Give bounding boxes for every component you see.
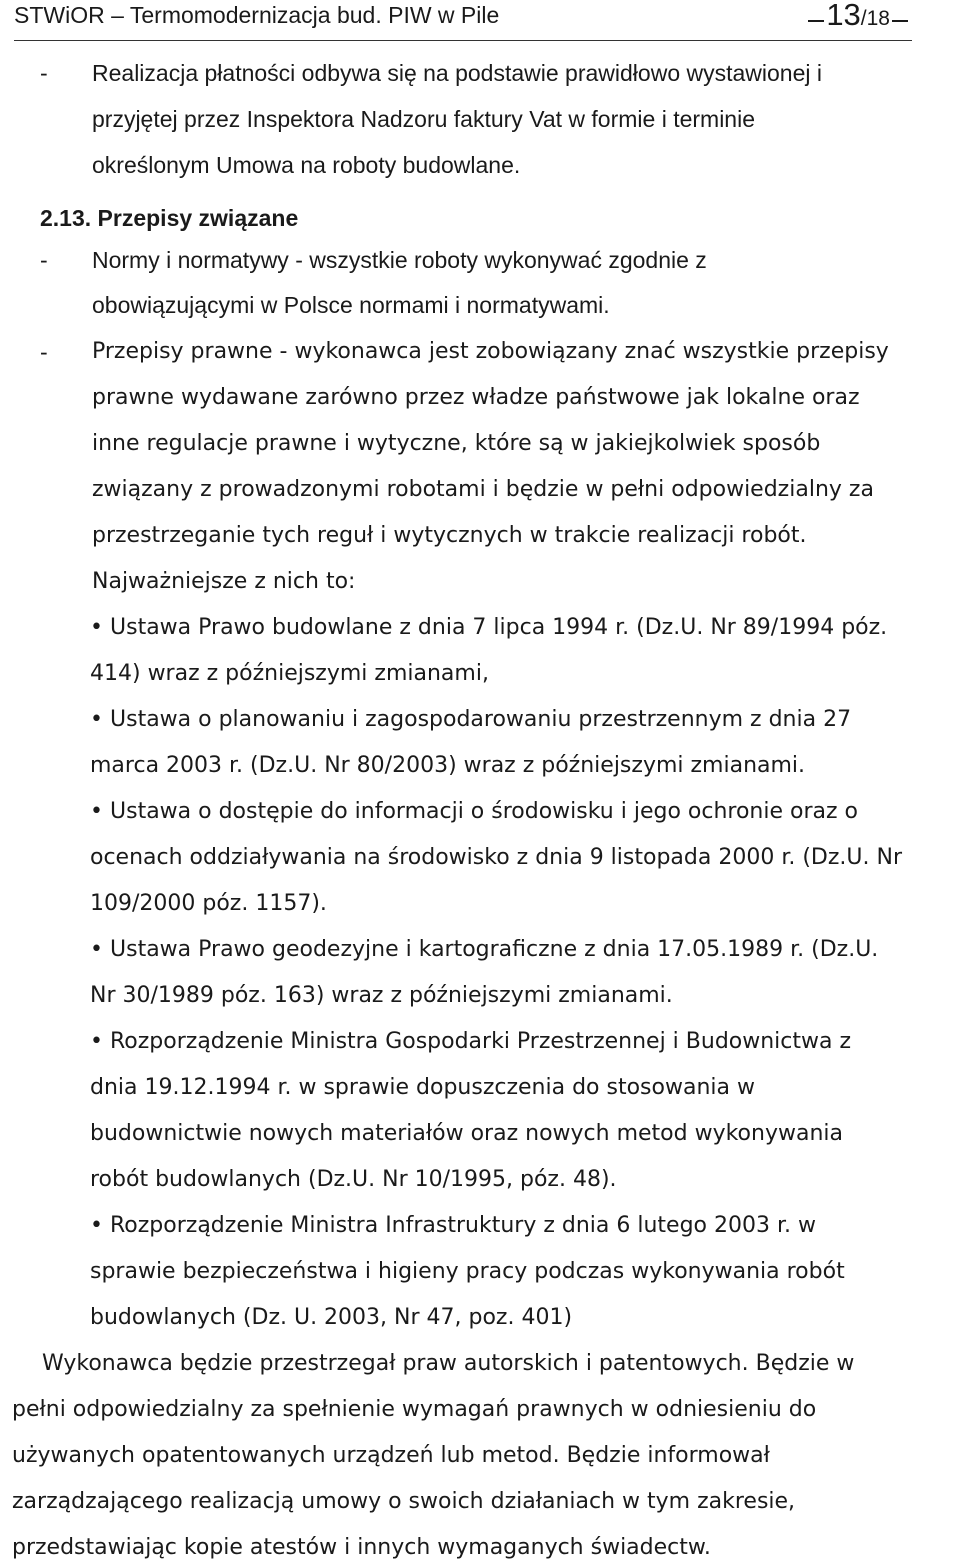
- paragraph-line: inne regulacje prawne i wytyczne, które są w jakiejkolwiek sposób: [92, 431, 821, 456]
- page-dash-right: [892, 20, 908, 22]
- list-item: 414) wraz z późniejszymi zmianami,: [90, 661, 489, 686]
- list-item: Ustawa o dostępie do informacji o środowisku i jego ochronie oraz o: [110, 799, 858, 824]
- bullet-icon: •: [90, 937, 103, 962]
- paragraph-line: Przepisy prawne - wykonawca jest zobowiązany znać wszystkie przepisy: [92, 339, 889, 364]
- paragraph-line: prawne wydawane zarówno przez władze państwowe jak lokalne oraz: [92, 385, 860, 410]
- paragraph-line: Normy i normatywy - wszystkie roboty wykonywać zgodnie z: [92, 247, 707, 273]
- paragraph-line: Najważniejsze z nich to:: [92, 569, 356, 594]
- paragraph-line: przyjętej przez Inspektora Nadzoru faktury Vat w formie i terminie: [92, 106, 755, 132]
- list-item: 109/2000 póz. 1157).: [90, 891, 327, 916]
- page-number: [806, 0, 910, 38]
- list-item: ocenach oddziaływania na środowisko z dnia 9 listopada 2000 r. (Dz.U. Nr: [90, 845, 902, 870]
- page-dash-left: [808, 20, 824, 22]
- paragraph-line: zarządzającego realizacją umowy o swoich działaniach w tym zakresie,: [12, 1489, 796, 1514]
- list-item: robót budowlanych (Dz.U. Nr 10/1995, póz. 48).: [90, 1167, 617, 1192]
- document-title: STWiOR – Termomodernizacja bud. PIW w Pile: [14, 2, 500, 28]
- bullet-icon: •: [90, 799, 103, 824]
- paragraph-line: Wykonawca będzie przestrzegał praw autorskich i patentowych. Będzie w: [42, 1351, 855, 1376]
- bullet-icon: •: [90, 615, 103, 640]
- total-pages: /18: [860, 7, 890, 30]
- list-item: sprawie bezpieczeństwa i higieny pracy podczas wykonywania robót: [90, 1259, 845, 1284]
- list-item: budownictwie nowych materiałów oraz nowych metod wykonywania: [90, 1121, 843, 1146]
- list-item: Rozporządzenie Ministra Infrastruktury z dnia 6 lutego 2003 r. w: [110, 1213, 816, 1238]
- list-item: Rozporządzenie Ministra Gospodarki Przestrzennej i Budownictwa z: [110, 1029, 852, 1054]
- list-item: Ustawa Prawo budowlane z dnia 7 lipca 1994 r. (Dz.U. Nr 89/1994 póz.: [110, 615, 888, 640]
- list-dash: -: [40, 339, 48, 365]
- list-item: budowlanych (Dz. U. 2003, Nr 47, poz. 401): [90, 1305, 573, 1330]
- list-item: Nr 30/1989 póz. 163) wraz z późniejszymi zmianami.: [90, 983, 673, 1008]
- bullet-icon: •: [90, 707, 103, 732]
- current-page: 13: [826, 0, 861, 32]
- list-item: dnia 19.12.1994 r. w sprawie dopuszczenia do stosowania w: [90, 1075, 755, 1100]
- section-heading: 2.13. Przepisy związane: [40, 205, 299, 231]
- header-divider: [14, 40, 912, 41]
- paragraph-line: używanych opatentowanych urządzeń lub metod. Będzie informował: [12, 1443, 770, 1468]
- list-dash: -: [40, 247, 48, 273]
- paragraph-line: przedstawiając kopie atestów i innych wymaganych świadectw.: [12, 1535, 711, 1560]
- list-dash: -: [40, 60, 48, 86]
- paragraph-line: obowiązującymi w Polsce normami i normatywami.: [92, 292, 610, 318]
- bullet-icon: •: [90, 1029, 103, 1054]
- page-header: [0, 0, 960, 42]
- paragraph-line: przestrzeganie tych reguł i wytycznych w trakcie realizacji robót.: [92, 523, 807, 548]
- list-item: marca 2003 r. (Dz.U. Nr 80/2003) wraz z późniejszymi zmianami.: [90, 753, 806, 778]
- list-item: Ustawa Prawo geodezyjne i kartograficzne z dnia 17.05.1989 r. (Dz.U.: [110, 937, 879, 962]
- paragraph-line: Realizacja płatności odbywa się na podstawie prawidłowo wystawionej i: [92, 60, 822, 86]
- paragraph-line: pełni odpowiedzialny za spełnienie wymagań prawnych w odniesieniu do: [12, 1397, 817, 1422]
- bullet-icon: •: [90, 1213, 103, 1238]
- list-item: Ustawa o planowaniu i zagospodarowaniu przestrzennym z dnia 27: [110, 707, 852, 732]
- paragraph-line: związany z prowadzonymi robotami i będzie w pełni odpowiedzialny za: [92, 477, 874, 502]
- paragraph-line: określonym Umowa na roboty budowlane.: [92, 152, 521, 178]
